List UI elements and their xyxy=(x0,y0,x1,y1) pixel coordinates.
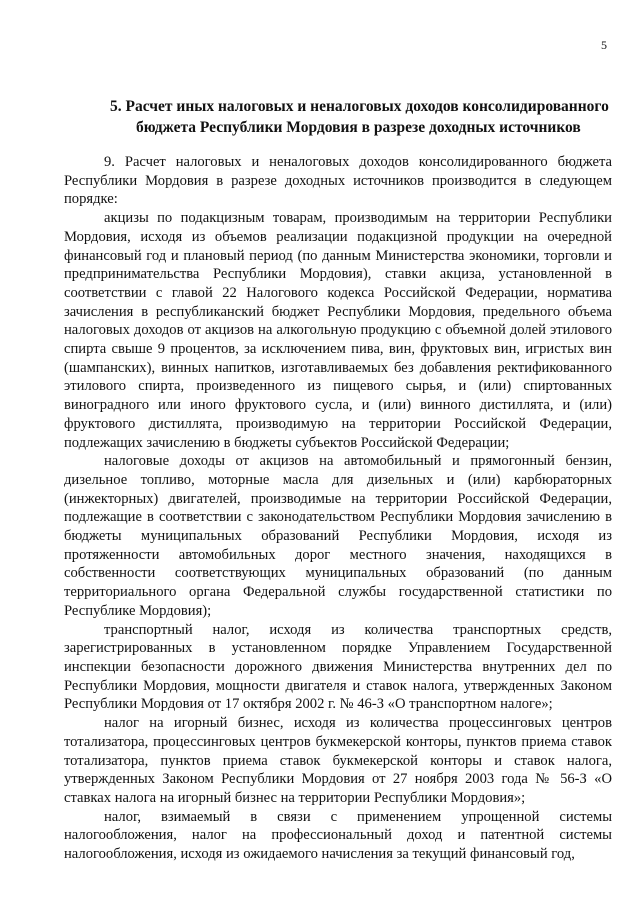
paragraph-intro: 9. Расчет налоговых и неналоговых доходов консолидированного бюджета Республики Мордовия в разрезе доходных источников производится в следующем порядке: xyxy=(64,154,612,208)
document-body xyxy=(64,153,612,864)
paragraph-excise-fuel: налоговые доходы от акцизов на автомобильный и прямогонный бензин, дизельное топливо, моторные масла для дизельных и (или) карбюраторных (инжекторных) двигателей, производимые на территории Российской Федерации, подлежащие в соответствии с законодательством Республики Мордовия зачислению в бюджеты муниципальных образований Республики Мордовия, исходя из протяженности автомобильных дорог местного значения, находящихся в собственности соответствующих муниципальных образований (по данным территориального органа Федеральной службы государственной статистики по Республике Мордовия); xyxy=(64,453,612,619)
section-heading-line-1: 5. Расчет иных налоговых и неналоговых доходов консолидированного xyxy=(110,98,609,115)
paragraph-excise-goods: акцизы по подакцизным товарам, производимым на территории Республики Мордовия, исходя из объемов реализации подакцизной продукции на очередной финансовый год и плановый период (по данным Министерства экономики, торговли и предпринимательства Республики Мордовия), ставки акциза, установленной в соответствии с главой 22 Налогового кодекса Российской Федерации, норматива зачисления в республиканский бюджет Республики Мордовия, предельного объема налоговых доходов от акцизов на алкогольную продукцию с объемной долей этилового спирта свыше 9 процентов, за исключением пива, вин, фруктовых вин, игристых вин (шампанских), винных напитков, изготавливаемых без добавления ректификованного этилового спирта, произведенного из пищевого сырья, и (или) спиртованных виноградного или иного фруктового сусла, и (или) винного дистиллята, и (или) фруктового дистиллята, производимую на территории Российской Федерации, подлежащих зачислению в бюджеты субъектов Российской Федерации; xyxy=(64,210,612,451)
paragraph-transport-tax: транспортный налог, исходя из количества транспортных средств, зарегистрированных в установленном порядке Управлением Государственной инспекции безопасности дорожного движения Министерства внутренних дел по Республики Мордовия, мощности двигателя и ставок налога, утвержденных Законом Республики Мордовия от 17 октября 2002 г. № 46-З «О транспортном налоге»; xyxy=(64,621,612,713)
section-heading xyxy=(110,96,610,138)
section-heading-line-2: бюджета Республики Мордовия в разрезе доходных источников xyxy=(136,119,581,136)
paragraph-simplified-tax: налог, взимаемый в связи с применением упрощенной системы налогообложения, налог на профессиональный доход и патентной системы налогообложения, исходя из ожидаемого начисления за текущий финансовый год, xyxy=(64,808,612,863)
paragraph-gambling-tax: налог на игорный бизнес, исходя из количества процессинговых центров тотализатора, процессинговых центров букмекерской конторы, пунктов приема ставок тотализатора, пунктов приема ставок букмекерской конторы и ставок налога, утвержденных Законом Республики Мордовия от 27 ноября 2003 года № 56-З «О ставках налога на игорный бизнес на территории Республики Мордовия»; xyxy=(64,715,612,806)
page-number: 5 xyxy=(601,38,607,52)
